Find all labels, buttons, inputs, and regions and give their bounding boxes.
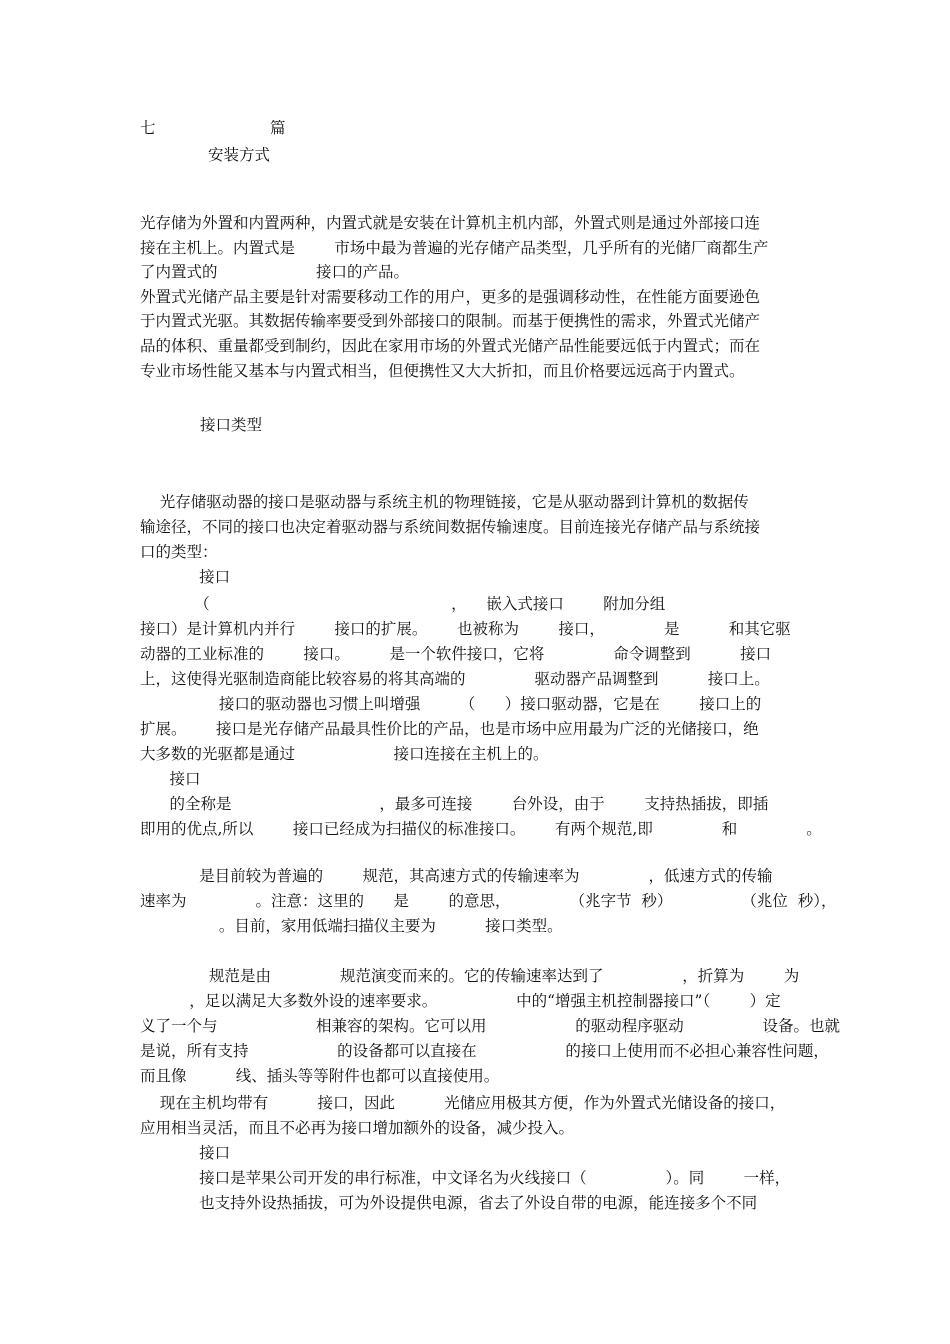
body-line: 光存储为外置和内置两种，内置式就是安装在计算机主机内部，外置式则是通过外部接口连 (140, 214, 761, 232)
body-line: 也支持外设热插拔，可为外设提供电源，省去了外设自带的电源，能连接多个不同 (140, 1194, 758, 1212)
body-line: 接口 (140, 770, 201, 788)
body-line: 外置式光储产品主要是针对需要移动工作的用户，更多的是强调移动性，在性能方面要逊色 (140, 287, 761, 306)
chapter-title: 篇 (270, 119, 286, 137)
chapter-number: 七 (140, 119, 156, 137)
body-line: 而且像 线、插头等等附件也都可以直接使用。 (140, 1067, 500, 1085)
body-line: 接口的驱动器也习惯上叫增强 （ ）接口驱动器，它是在 接口上的 (140, 695, 762, 713)
body-line: 。目前，家用低端扫描仪主要为 接口类型。 (140, 917, 563, 935)
body-line: 是目前较为普遍的 规范，其高速方式的传输速率为 ，低速方式的传输 (140, 867, 773, 885)
section-title-install: 安装方式 (208, 146, 271, 164)
section-title-interface: 接口类型 (200, 416, 263, 434)
body-line: 接口是苹果公司开发的串行标准，中文译名为火线接口（ ）。同 一样， (140, 1169, 791, 1187)
body-line: 现在主机均带有 接口，因此 光储应用极其方便，作为外置式光储设备的接口， (140, 1094, 786, 1112)
body-line: 动器的工业标准的 接口。 是一个软件接口，它将 命令调整到 接口 (140, 645, 772, 663)
body-line: 接口 (140, 1144, 231, 1162)
body-line: 口的类型： (140, 543, 218, 561)
body-line: 于内置式光驱。其数据传输率要受到外部接口的限制。而基于便携性的需求，外置式光储产 (140, 312, 761, 331)
body-line: 的全称是 ，最多可连接 台外设，由于 支持热插拔，即插 (140, 795, 769, 813)
body-line: 是说，所有支持 的设备都可以直接在 的接口上使用而不必担心兼容性问题， (140, 1042, 829, 1060)
body-line: 接口）是计算机内并行 接口的扩展。 也被称为 接口， 是 和其它驱 (140, 620, 791, 638)
body-line: 专业市场性能又基本与内置式相当，但便携性又大大折扣，而且价格要远远高于内置式。 (140, 361, 745, 380)
body-line: 接口 (140, 568, 231, 586)
body-line: 品的体积、重量都受到制约，因此在家用市场的外置式光储产品性能要远低于内置式；而在 (140, 337, 761, 355)
body-line: ，足以满足大多数外设的速率要求。 中的“增强主机控制器接口”（ ）定 (140, 992, 781, 1010)
body-line: 规范是由 规范演变而来的。它的传输速率达到了 ，折算为 为 (140, 967, 800, 985)
body-line: 光存储驱动器的接口是驱动器与系统主机的物理链接，它是从驱动器到计算机的数据传 (140, 493, 749, 511)
body-line: 应用相当灵活，而且不必再为接口增加额外的设备，减少投入。 (140, 1119, 575, 1137)
body-line: 了内置式的 接口的产品。 (140, 263, 410, 282)
body-line: （ ， 嵌入式接口 附加分组 (140, 595, 666, 613)
body-line: 速率为 。注意：这里的 是 的意思， （兆字节 秒） （兆位 秒）， (140, 892, 837, 910)
body-line: 义了一个与 相兼容的架构。它可以用 的驱动程序驱动 设备。也就 (140, 1017, 841, 1035)
body-line: 扩展。 接口是光存储产品最具性价比的产品，也是市场中应用最为广泛的光储接口，绝 (140, 720, 759, 738)
body-line: 即用的优点,所以 接口已经成为扫描仪的标准接口。 有两个规范,即 和 。 (140, 820, 822, 838)
body-line: 接在主机上。内置式是 市场中最为普遍的光存储产品类型，几乎所有的光储厂商都生产 (140, 238, 769, 257)
body-line: 上，这使得光驱制造商能比较容易的将其高端的 驱动器产品调整到 接口上。 (140, 670, 770, 688)
body-line: 大多数的光驱都是通过 接口连接在主机上的。 (140, 745, 549, 763)
body-line: 输途径，不同的接口也决定着驱动器与系统间数据传输速度。目前连接光存储产品与系统接 (140, 518, 761, 536)
